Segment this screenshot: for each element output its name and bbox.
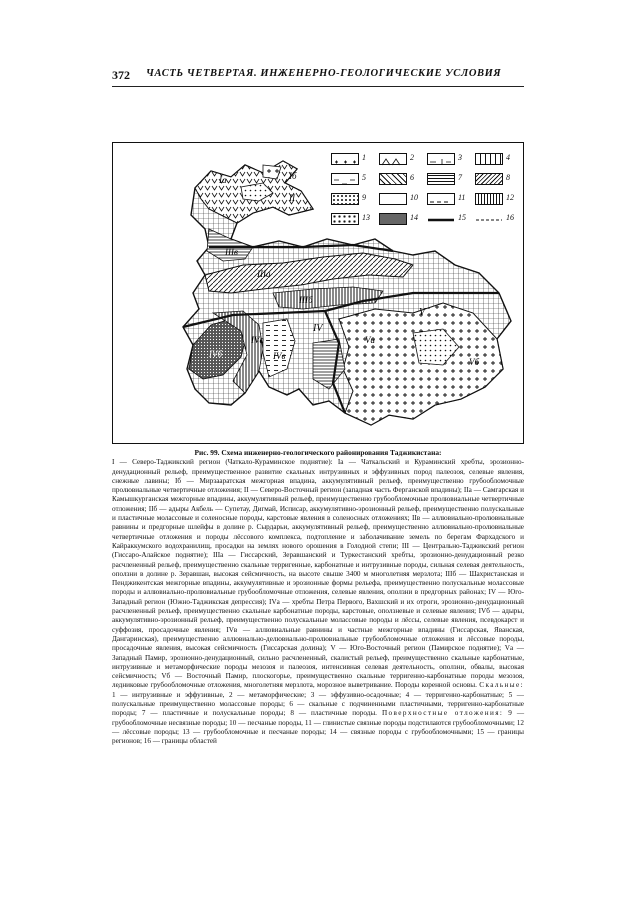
map-label: IV <box>313 323 323 334</box>
legend-number: 6 <box>410 173 414 182</box>
map-label: Vб <box>469 357 480 367</box>
legend-item <box>427 191 473 207</box>
caption-body <box>112 458 524 746</box>
legend-item <box>331 211 377 227</box>
map-label: IIIб <box>299 295 313 305</box>
legend-swatch <box>331 193 359 205</box>
legend-item <box>475 151 521 167</box>
legend-item <box>379 211 425 227</box>
legend-number: 9 <box>362 193 366 202</box>
legend-item <box>427 211 473 227</box>
map-label: IVв <box>273 351 286 361</box>
legend-number: 7 <box>458 173 462 182</box>
legend-swatch <box>427 153 455 165</box>
legend-number: 3 <box>458 153 462 162</box>
legend-swatch <box>475 193 503 205</box>
map-label: IVб <box>209 349 223 359</box>
map-label: Iа <box>219 175 227 185</box>
legend-number: 8 <box>506 173 510 182</box>
legend-number: 10 <box>410 193 418 202</box>
legend-item <box>331 191 377 207</box>
legend-swatch <box>331 213 359 225</box>
legend-swatch <box>331 173 359 185</box>
legend-number: 2 <box>410 153 414 162</box>
map-figure <box>112 142 524 444</box>
caption-label-bedrock: Скальные: <box>479 681 525 690</box>
map-label: Vа <box>365 335 375 345</box>
caption-text: I — Северо-Таджикский регион (Чаткало-Кураминское поднятие): Iа — Чаткальский и Кураминский хребты, эрозионно-денудационный рельеф, преимущественное развитие скальных интрузивных и эффузивных пород палеозоя, селевые явления, снежные лавины; Iб — Мирзааратская межгорная впадина, аккумулятивный рельеф, преимущественно грубообломочные пролювиальные четвертичные отложения; II — Северо-Восточный регион (западная часть Ферганской впадины); IIа — Самгарская и Камышкурганская межгорные впадины, аккумулятивный рельеф, преимущественно грубообломочные пролювиальные четвертичные отложения; IIб — адыры Акбель — Супетау, Дигмай, Исписар, аккумулятивно-эрозионный рельеф, преимущественно полускальные и пластичные молассовые и соленосные породы, карстовые явления в соленосных отложениях; IIв — аллювиально-пролювиальные равнины и предгорные шлейфы в долине р. Сырдарьи, аккумулятивный рельеф, преимущественно аллювиально-пролювиальные четвертичные отложения и породы лёссового комплекса, подтопление и заболачивание земель по берегам Фархадского и Кайраккумского водохранилищ, просадки на землях нового орошения в Голодной степи; III — Центрально-Таджикский регион (Гиссаро-Алайское поднятие); IIIа — Гиссарский, Зеравшанский и Туркестанский хребты, эрозионно-денудационный резко расчлененный рельеф, преимущественно скальные терригенные, карбонатные и интрузивные породы, сильная селевая деятельность, оползни в долине р. Зеравшан, высокая сейсмичность, на высоте свыше 3400 м многолетняя мерзлота; IIIб — Шахристанская и Пенджикентская межгорные впадины, аккумулятивные и эрозионные формы рельефа, преимущественно полускальные молассовые породы и аллювиально-пролювиальные грубообломочные отложения, селевые явления, оползни в предгорных районах; IV — Юго-Западный регион (Южно-Таджикская депрессия); IVа — хребты Петра Первого, Вахшский и их отроги, эрозионно-денудационный расчлененный рельеф, преимущественно скальные карбонатные породы, карстовые, оползневые и селевые явления; IVб — адыры, аккумулятивно-эрозионный рельеф, преимущественно полускальные молассовые породы и лёссы, селевые явления, псевдокарст и суффозия, просадочные явления; IVв — аллювиальные равнины и частные межгорные впадины (Гиссарская, Яванская, Дангаринская), преимущественно аллювиально-делювиально-пролювиальные грубообломочные отложения и лёссовые породы, просадочные явления, высокая сейсмичность (Гиссарская долина); V — Юго-Восточный регион (Памирское поднятие); Vа — Западный Памир, эрозионно-денудационный, сильно расчлененный, скалистый рельеф, преимущественно скальные карбонатные, интрузивные и метаморфические породы мезозоя и палеозоя, интенсивная селевая деятельность, оползни, обвалы, высокая сейсмичность; Vб — Восточный Памир, плоскогорье, преимущественно скальные терригенно-карбонатные породы мезозоя, ледниковые грубообломочные отложения, многолетняя мерзлота, морозное выветривание. Породы коренной основы. <box>112 458 524 690</box>
map-legend <box>331 151 521 271</box>
legend-item <box>379 191 425 207</box>
legend-swatch <box>427 173 455 185</box>
caption-title: Рис. 99. Схема инженерно-геологического районирования Таджикистана: <box>194 448 442 457</box>
legend-item <box>331 171 377 187</box>
legend-number: 5 <box>362 173 366 182</box>
legend-swatch <box>379 213 407 225</box>
map-label: IVа <box>251 335 264 345</box>
legend-item <box>427 171 473 187</box>
figure-caption <box>112 448 524 747</box>
legend-item <box>379 151 425 167</box>
legend-number: 11 <box>458 193 466 202</box>
legend-swatch <box>427 213 455 225</box>
page-number: 372 <box>112 68 130 82</box>
legend-swatch <box>475 153 503 165</box>
legend-item <box>379 171 425 187</box>
legend-item <box>475 191 521 207</box>
legend-item <box>331 151 377 167</box>
legend-item <box>475 171 521 187</box>
map-label: Iб <box>289 171 297 181</box>
legend-number: 14 <box>410 213 418 222</box>
legend-number: 15 <box>458 213 466 222</box>
map-label: IIIа <box>257 269 271 279</box>
legend-item <box>427 151 473 167</box>
caption-text: 1 — интрузивные и эффузивные, 2 — метаморфические; 3 — эффузивно-осадочные; 4 — терригенно-карбонатные; 5 — полускальные преимущественно молассовые породы; 6 — скальные с подчиненными пластичными, терригенно-карбонатные породы; 7 — пластичные и полускальные породы; 8 — пластичные породы. <box>112 690 524 718</box>
map-label: II <box>289 193 295 203</box>
legend-number: 12 <box>506 193 514 202</box>
legend-swatch <box>331 153 359 165</box>
map-label: V <box>419 307 426 318</box>
caption-label-surface: Поверхностные отложения: <box>381 709 504 718</box>
legend-number: 4 <box>506 153 510 162</box>
legend-number: 16 <box>506 213 514 222</box>
legend-swatch <box>427 193 455 205</box>
header-rule <box>112 86 524 87</box>
legend-item <box>475 211 521 227</box>
legend-swatch <box>379 153 407 165</box>
page-header <box>112 68 524 84</box>
caption-text: 9 — грубообломочные несвязные породы; 10 — песчаные породы, 11 — глинистые связные породы подстилаются грубообломочными; 12 — лёссовые породы; 13 — грубообломочные и песчаные породы; 14 — связные породы с грубообломочными; 15 — границы регионов; 16 — границы областей <box>112 709 525 746</box>
legend-swatch <box>475 173 503 185</box>
legend-number: 1 <box>362 153 366 162</box>
map-label: IIIв <box>225 247 238 257</box>
legend-swatch <box>475 213 503 225</box>
legend-number: 13 <box>362 213 370 222</box>
legend-swatch <box>379 173 407 185</box>
legend-swatch <box>379 193 407 205</box>
running-title: ЧАСТЬ ЧЕТВЕРТАЯ. ИНЖЕНЕРНО-ГЕОЛОГИЧЕСКИЕ УСЛОВИЯ <box>146 68 502 79</box>
